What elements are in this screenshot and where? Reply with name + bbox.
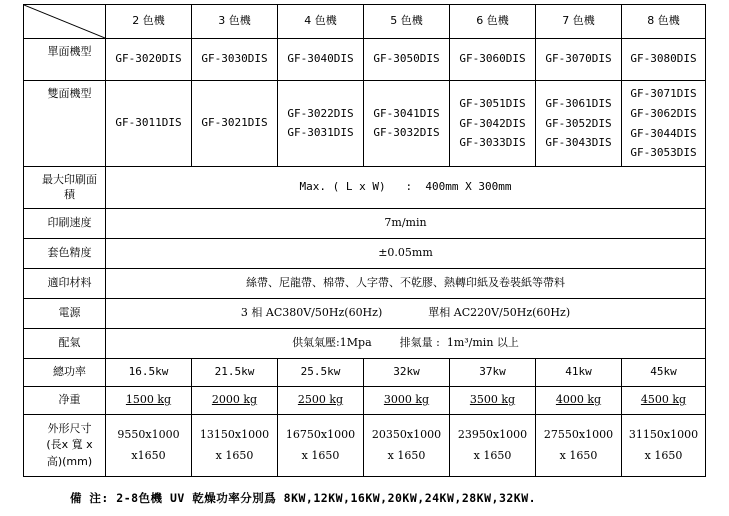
column-header: 5 色機 bbox=[364, 5, 450, 39]
speed-value: 7m/min bbox=[106, 209, 706, 239]
power-value: 3 相 AC380V/50Hz(60Hz) 單相 AC220V/50Hz(60Hz) bbox=[106, 299, 706, 329]
dimension-cell: 9550x1000 x1650 bbox=[106, 415, 192, 477]
dimensions-row bbox=[24, 415, 706, 477]
column-header: 8 色機 bbox=[622, 5, 706, 39]
registration-row bbox=[24, 239, 706, 269]
model-cell: GF-3020DIS bbox=[106, 39, 192, 81]
power-cell: 37kw bbox=[450, 359, 536, 387]
power-cell: 41kw bbox=[536, 359, 622, 387]
weight-cell: 3000 kg bbox=[364, 387, 450, 415]
air-row bbox=[24, 329, 706, 359]
weight-cell: 4000 kg bbox=[536, 387, 622, 415]
weight-cell: 3500 kg bbox=[450, 387, 536, 415]
model-cell: GF-3051DIS GF-3042DIS GF-3033DIS bbox=[450, 81, 536, 167]
row-label: 配氣 bbox=[24, 329, 106, 359]
row-label: 外形尺寸 (長x 寬 x 高)(mm) bbox=[24, 415, 106, 477]
row-label: 適印材料 bbox=[24, 269, 106, 299]
corner-cell bbox=[24, 5, 106, 39]
single-sided-row bbox=[24, 39, 706, 81]
row-label: 最大印刷面 積 bbox=[24, 167, 106, 209]
dimension-cell: 20350x1000 x 1650 bbox=[364, 415, 450, 477]
model-cell: GF-3040DIS bbox=[278, 39, 364, 81]
power-cell: 16.5kw bbox=[106, 359, 192, 387]
row-label: 單面機型 bbox=[24, 39, 106, 81]
model-cell: GF-3080DIS bbox=[622, 39, 706, 81]
row-label: 净重 bbox=[24, 387, 106, 415]
column-header: 2 色機 bbox=[106, 5, 192, 39]
power-cell: 25.5kw bbox=[278, 359, 364, 387]
row-label: 總功率 bbox=[24, 359, 106, 387]
max-area-value: Max. ( L x W) : 400mm X 300mm bbox=[106, 167, 706, 209]
row-label: 印刷速度 bbox=[24, 209, 106, 239]
model-cell: GF-3060DIS bbox=[450, 39, 536, 81]
dimension-cell: 23950x1000 x 1650 bbox=[450, 415, 536, 477]
speed-row bbox=[24, 209, 706, 239]
power-row bbox=[24, 299, 706, 329]
weight-cell: 4500 kg bbox=[622, 387, 706, 415]
power-cell: 45kw bbox=[622, 359, 706, 387]
model-cell: GF-3041DIS GF-3032DIS bbox=[364, 81, 450, 167]
dimension-cell: 16750x1000 x 1650 bbox=[278, 415, 364, 477]
spec-table bbox=[23, 4, 706, 477]
model-cell: GF-3011DIS bbox=[106, 81, 192, 167]
model-cell: GF-3050DIS bbox=[364, 39, 450, 81]
total-power-row bbox=[24, 359, 706, 387]
model-cell: GF-3070DIS bbox=[536, 39, 622, 81]
model-cell: GF-3021DIS bbox=[192, 81, 278, 167]
power-cell: 32kw bbox=[364, 359, 450, 387]
max-area-row bbox=[24, 167, 706, 209]
footnote: 備 注: 2-8色機 UV 乾燥功率分別爲 8KW,12KW,16KW,20KW,24KW,28KW,32KW. bbox=[70, 491, 537, 505]
model-cell: GF-3022DIS GF-3031DIS bbox=[278, 81, 364, 167]
dimension-cell: 13150x1000 x 1650 bbox=[192, 415, 278, 477]
row-label: 套色精度 bbox=[24, 239, 106, 269]
weight-cell: 1500 kg bbox=[106, 387, 192, 415]
column-header: 4 色機 bbox=[278, 5, 364, 39]
materials-row bbox=[24, 269, 706, 299]
column-header: 3 色機 bbox=[192, 5, 278, 39]
dimension-cell: 31150x1000 x 1650 bbox=[622, 415, 706, 477]
materials-value: 絲帶、尼龍帶、棉帶、人字帶、不乾膠、熱轉印紙及卷裝紙等帶料 bbox=[106, 269, 706, 299]
row-label: 雙面機型 bbox=[24, 81, 106, 167]
power-cell: 21.5kw bbox=[192, 359, 278, 387]
row-label: 電源 bbox=[24, 299, 106, 329]
model-cell: GF-3071DIS GF-3062DIS GF-3044DIS GF-3053DIS bbox=[622, 81, 706, 167]
registration-value: ±0.05mm bbox=[106, 239, 706, 269]
air-value: 供氣氣壓:1Mpa 排氣量 : 1m³/min 以上 bbox=[106, 329, 706, 359]
column-header: 7 色機 bbox=[536, 5, 622, 39]
column-header: 6 色機 bbox=[450, 5, 536, 39]
weight-cell: 2500 kg bbox=[278, 387, 364, 415]
dimension-cell: 27550x1000 x 1650 bbox=[536, 415, 622, 477]
double-sided-row bbox=[24, 81, 706, 167]
weight-cell: 2000 kg bbox=[192, 387, 278, 415]
header-row bbox=[24, 5, 706, 39]
model-cell: GF-3030DIS bbox=[192, 39, 278, 81]
net-weight-row bbox=[24, 387, 706, 415]
model-cell: GF-3061DIS GF-3052DIS GF-3043DIS bbox=[536, 81, 622, 167]
